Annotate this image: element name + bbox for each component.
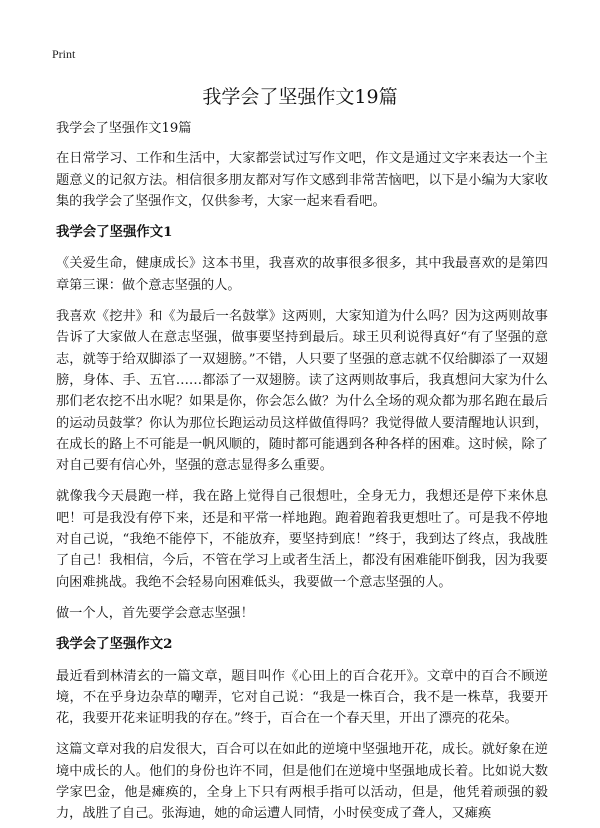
paragraph: 就像我今天晨跑一样，我在路上觉得自己很想吐，全身无力，我想还是停下来休息吧！可是我没有停下来，还是和平常一样地跑。跑着跑着我更想吐了。可是我不停地对自己说，“我绝不能停下，不能放弃，要坚持到底！”终于，我到达了终点，我战胜了自己！我相信，今后，不管在学习上或者生活上，都没有困难能吓倒我，因为我要向困难挑战。我绝不会轻易向困难低头，我要做一个意志坚强的人。: [56, 489, 548, 590]
article-subtitle: 我学会了坚强作文19篇: [56, 121, 192, 136]
paragraph: 做一个人，首先要学会意志坚强！: [56, 605, 254, 621]
section-heading: 我学会了坚强作文2: [56, 636, 173, 653]
intro-paragraph: 在日常学习、工作和生活中，大家都尝试过写作文吧，作文是通过文字来表达一个主题意义的记叙方法。相信很多朋友都对写作文感到非常苦恼吧，以下是小编为大家收集的我学会了坚强作文，仅供参考，大家一起来看看吧。: [56, 151, 548, 209]
page-title: 我学会了坚强作文19篇: [202, 86, 398, 108]
paragraph: 最近看到林清玄的一篇文章，题目叫作《心田上的百合花开》。文章中的百合不顾逆境，不在乎身边杂草的嘲弄，它对自己说：“我是一株百合，我不是一株草，我要开花，我要开花来证明我的存在。”终于，百合在一个春天里，开出了漂亮的花朵。: [56, 668, 548, 727]
paragraph: 《关爱生命，健康成长》这本书里，我喜欢的故事很多很多，其中我最喜欢的是第四章第三课：做个意志坚强的人。: [56, 256, 548, 293]
paragraph: 这篇文章对我的启发很大，百合可以在如此的逆境中坚强地开花，成长。就好象在逆境中成长的人。他们的身份也许不同，但是他们在逆境中坚强地成长着。比如说大数学家巴金，他是瘫痪的，全身上下只有两根手指可以活动，但是，他凭着顽强的毅力，战胜了自己。张海迪，她的命运遭人同情，小时侯变成了聋人，又瘫痪: [56, 742, 548, 822]
section-heading: 我学会了坚强作文1: [56, 224, 173, 241]
article-body: [56, 118, 548, 828]
paragraph: 我喜欢《挖井》和《为最后一名鼓掌》这两则，大家知道为什么吗？因为这两则故事告诉了大家做人在意志坚强，做事要坚持到最后。球王贝利说得真好“有了坚强的意志，就等于给双脚添了一双翅膀。”不错，人只要了坚强的意志就不仅给脚添了一双翅膀，身体、手、五官……都添了一双翅膀。读了这两则故事后，我真想问大家为什么那们老农挖不出水呢？如果是你，你会怎么做？为什么全场的观众都为那名跑在最后的运动员鼓掌？你认为那位长跑运动员这样做值得吗？我觉得做人要清醒地认识到，在成长的路上不可能是一帆风顺的，随时都可能遇到各种各样的困难。这时候，除了对自己要有信心外，坚强的意志显得多么重要。: [56, 309, 548, 474]
print-label[interactable]: Print: [52, 47, 76, 61]
